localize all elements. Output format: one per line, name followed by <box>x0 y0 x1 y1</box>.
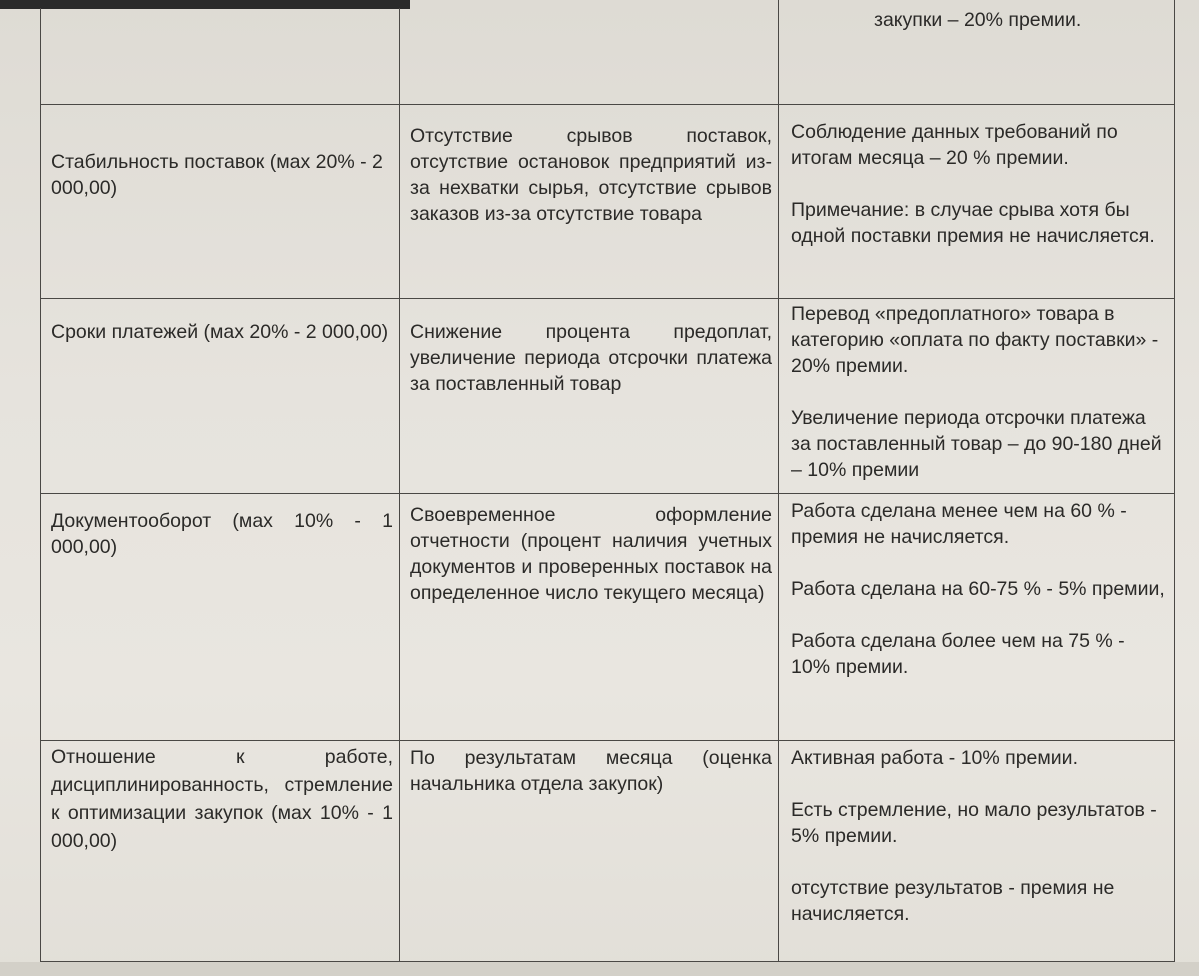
criterion-text: Стабильность поставок (мах 20% - 2 000,00) <box>51 151 383 199</box>
bonus-text: отсутствие результатов - премия не начисляется. <box>791 877 1115 925</box>
table-cell-bonus <box>778 0 1175 105</box>
condition-text: Своевременное оформление отчетности (процент наличия учетных документов и проверенных поставок на определенное число текущего месяца) <box>410 504 772 604</box>
table-cell-condition <box>399 493 779 741</box>
table-cell-criterion <box>40 8 400 105</box>
bonus-text: Работа сделана на 60-75 % - 5% премии, <box>791 578 1165 600</box>
condition-text: Снижение процента предоплат, увеличение периода отсрочки платежа за поставленный товар <box>410 321 772 395</box>
table-cell-criterion <box>40 493 400 741</box>
bonus-text: Соблюдение данных требований по итогам месяца – 20 % премии. <box>791 121 1118 169</box>
bonus-text: Работа сделана менее чем на 60 % - премия не начисляется. <box>791 500 1127 548</box>
bonus-text: Работа сделана более чем на 75 % - 10% премии. <box>791 630 1125 678</box>
table-cell-bonus <box>778 740 1175 962</box>
table-cell-bonus <box>778 104 1175 299</box>
criterion-text: Документооборот (мах 10% - 1 000,00) <box>51 510 393 558</box>
table-cell-bonus <box>778 298 1175 494</box>
condition-text: Отсутствие срывов поставок, отсутствие остановок предприятий из-за нехватки сырья, отсутствие срывов заказов из-за отсутствие товара <box>410 125 772 225</box>
table-cell-criterion <box>40 104 400 299</box>
bonus-note: Примечание: в случае срыва хотя бы одной поставки премия не начисляется. <box>791 199 1155 247</box>
table-cell-condition <box>399 8 779 105</box>
table-cell-condition <box>399 298 779 494</box>
table-cell-bonus <box>778 493 1175 741</box>
bonus-text: Увеличение периода отсрочки платежа за поставленный товар – до 90-180 дней – 10% премии <box>791 407 1162 481</box>
criterion-text: Сроки платежей (мах 20% - 2 000,00) <box>51 321 389 343</box>
table-cell-criterion <box>40 740 400 962</box>
bonus-text: Активная работа - 10% премии. <box>791 747 1078 769</box>
criterion-text: Отношение к работе, дисциплинированность, стремление к оптимизации закупок (мах 10% - 1 000,00) <box>51 746 393 852</box>
condition-text: По результатам месяца (оценка начальника отдела закупок) <box>410 747 772 795</box>
page-bottom-margin <box>0 962 1199 976</box>
bonus-text: закупки – 20% премии. <box>874 9 1082 31</box>
table-cell-criterion <box>40 298 400 494</box>
table-cell-condition <box>399 740 779 962</box>
table-cell-condition <box>399 104 779 299</box>
bonus-text: Есть стремление, но мало результатов - 5% премии. <box>791 799 1157 847</box>
bonus-text: Перевод «предоплатного» товара в категорию «оплата по факту поставки» - 20% премии. <box>791 303 1159 377</box>
